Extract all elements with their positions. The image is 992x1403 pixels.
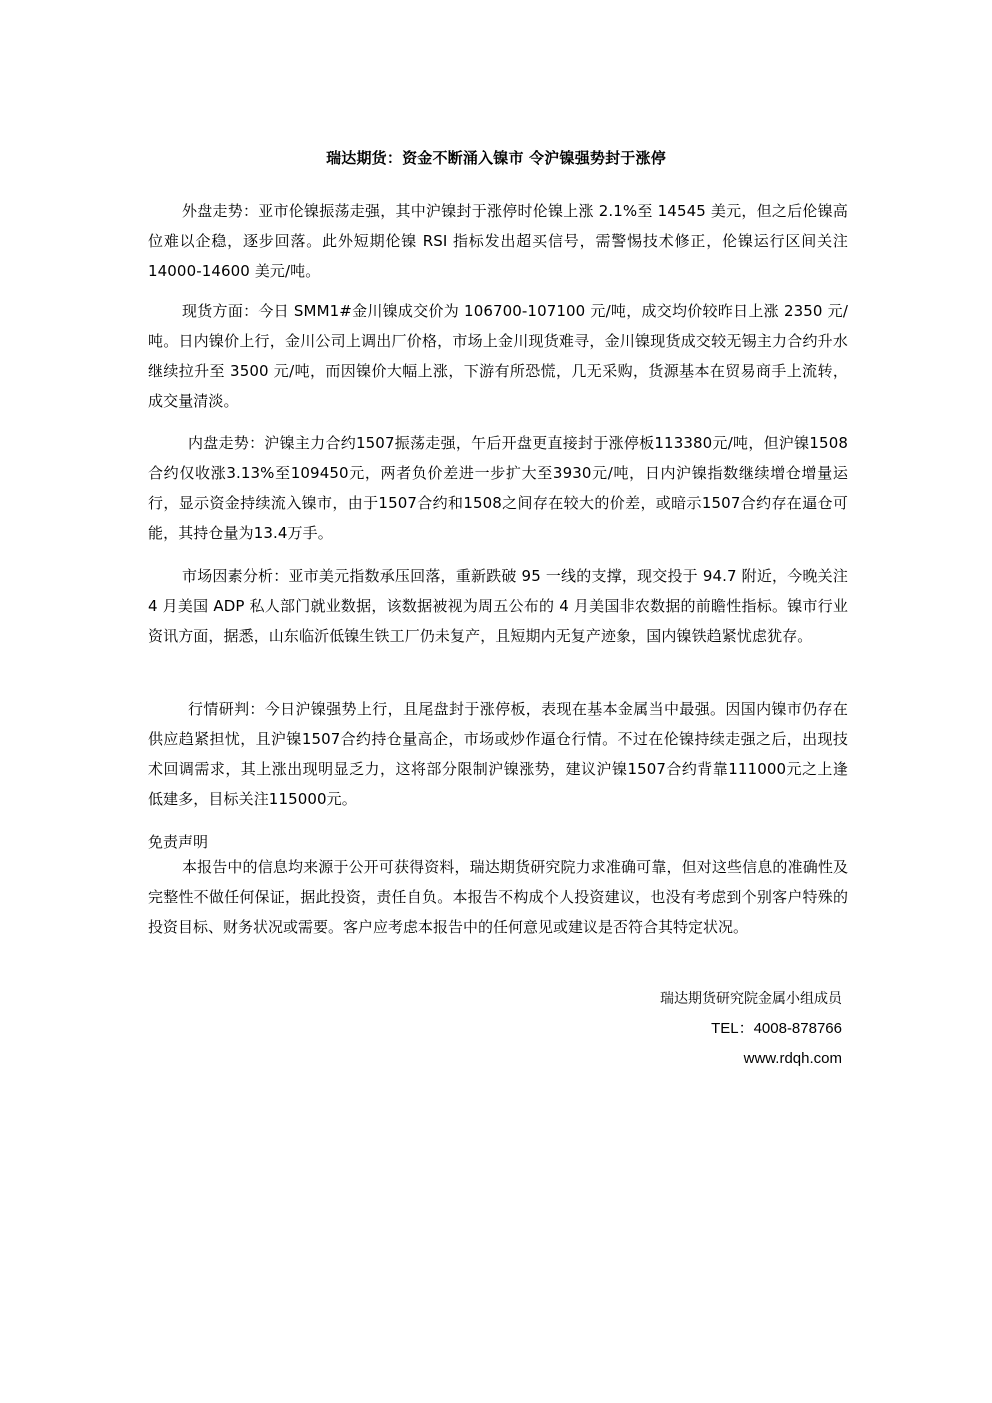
paragraph-spot-market: 现货方面：今日 SMM1#金川镍成交价为 106700-107100 元/吨，成交均价较昨日上涨 2350 元/吨。日内镍价上行，金川公司上调出厂价格，市场上金川现货难寻，金川镍现货成交较无锡主力合约升水继续拉升至 3500 元/吨，而因镍价大幅上涨，下游有所恐慌，几无采购，货源基本在贸易商手上流转，成交量清淡。 bbox=[148, 302, 848, 410]
paragraph-market-factors: 市场因素分析：亚市美元指数承压回落，重新跌破 95 一线的支撑，现交投于 94.7 附近，今晚关注 4 月美国 ADP 私人部门就业数据，该数据被视为周五公布的 4 月美国非农数据的前瞻性指标。镍市行业资讯方面，据悉，山东临沂低镍生铁工厂仍未复产，且短期内无复产迹象，国内镍铁趋紧忧虑犹存。 bbox=[148, 567, 848, 645]
signature-tel: TEL：4008-878766 bbox=[711, 1020, 842, 1037]
signature-website: www.rdqh.com bbox=[743, 1050, 842, 1067]
paragraph-overseas-market: 外盘走势：亚市伦镍振荡走强，其中沪镍封于涨停时伦镍上涨 2.1%至 14545 美元，但之后伦镍高位难以企稳，逐步回落。此外短期伦镍 RSI 指标发出超买信号，需警惕技术修正，伦镍运行区间关注 14000-14600 美元/吨。 bbox=[148, 202, 848, 280]
signature-team: 瑞达期货研究院金属小组成员 bbox=[660, 991, 842, 1007]
signature-block bbox=[660, 984, 842, 1074]
document-title: 瑞达期货：资金不断涌入镍市 令沪镍强势封于涨停 bbox=[326, 149, 666, 167]
paragraph-outlook: 行情研判：今日沪镍强势上行，且尾盘封于涨停板，表现在基本金属当中最强。因国内镍市仍存在供应趋紧担忧，且沪镍1507合约持仓量高企，市场或炒作逼仓行情。不过在伦镍持续走强之后，出现技术回调需求，其上涨出现明显乏力，这将部分限制沪镍涨势，建议沪镍1507合约背靠111000元之上逢低建多，目标关注115000元。 bbox=[148, 700, 848, 808]
disclaimer-title: 免责声明 bbox=[148, 833, 209, 851]
paragraph-domestic-market: 内盘走势：沪镍主力合约1507振荡走强，午后开盘更直接封于涨停板113380元/吨，但沪镍1508合约仅收涨3.13%至109450元，两者负价差进一步扩大至3930元/吨，日内沪镍指数继续增仓增量运行，显示资金持续流入镍市，由于1507合约和1508之间存在较大的价差，或暗示1507合约存在逼仓可能，其持仓量为13.4万手。 bbox=[148, 434, 848, 542]
disclaimer-body: 本报告中的信息均来源于公开可获得资料，瑞达期货研究院力求准确可靠，但对这些信息的准确性及完整性不做任何保证，据此投资，责任自负。本报告不构成个人投资建议，也没有考虑到个别客户特殊的投资目标、财务状况或需要。客户应考虑本报告中的任何意见或建议是否符合其特定状况。 bbox=[148, 858, 848, 936]
